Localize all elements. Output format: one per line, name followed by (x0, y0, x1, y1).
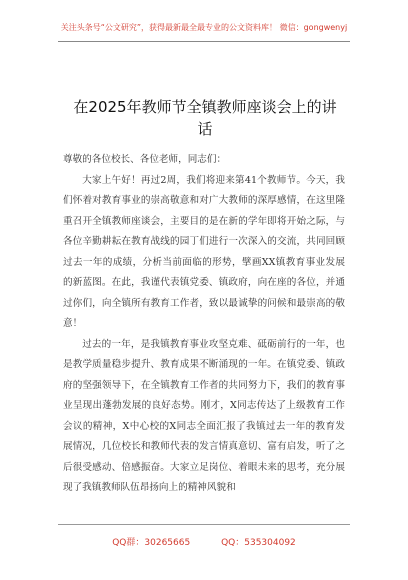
salutation: 尊敬的各位校长、各位老师，同志们： (63, 154, 227, 165)
footer-qq: QQ：535304092 (221, 538, 296, 548)
document-body (63, 150, 345, 499)
paragraph-1: 大家上午好！再过2周，我们将迎来第41个教师节。今天，我们怀着对教育事业的崇高敬意和对广大教师的深厚感情，在这里隆重召开全镇教师座谈会，主要目的是在新的学年即将开始之际，与各位辛勤耕耘在教育战线的园丁们进行一次深入的交流，共同回顾过去一年的成绩，分析当前面临的形势，擘画XX镇教育事业发展的新蓝图。在此，我谨代表镇党委、镇政府，向在座的各位，并通过你们，向全镇所有教育工作者，致以最诚挚的问候和最崇高的敬意！ (63, 174, 345, 329)
header-divider (58, 41, 350, 42)
paragraph-2: 过去的一年，是我镇教育事业攻坚克难、砥砺前行的一年，也是教学质量稳步提升、教育成果不断涌现的一年。在镇党委、镇政府的坚强领导下，在全镇教育工作者的共同努力下，我们的教育事业呈现出蓬勃发展的良好态势。刚才，X同志传达了上级教育工作会议的精神，X中心校的X同志全面汇报了我镇过去一年的教育发展情况，几位校长和教师代表的发言情真意切、富有启发，听了之后很受感动、倍感振奋。大家立足岗位、着眼未来的思考，充分展现了我镇教师队伍昂扬向上的精神风貌和 (63, 338, 345, 493)
footer-contacts (0, 535, 408, 548)
header-promo-note: 关注头条号“公文研究”，获得最新最全最专业的公文资料库！ 微信：gongwenyj (60, 23, 348, 32)
document-title: 在2025年教师节全镇教师座谈会上的讲话 (73, 98, 337, 139)
footer-qq-group: QQ群：30265665 (112, 538, 191, 548)
footer-divider (58, 524, 350, 525)
